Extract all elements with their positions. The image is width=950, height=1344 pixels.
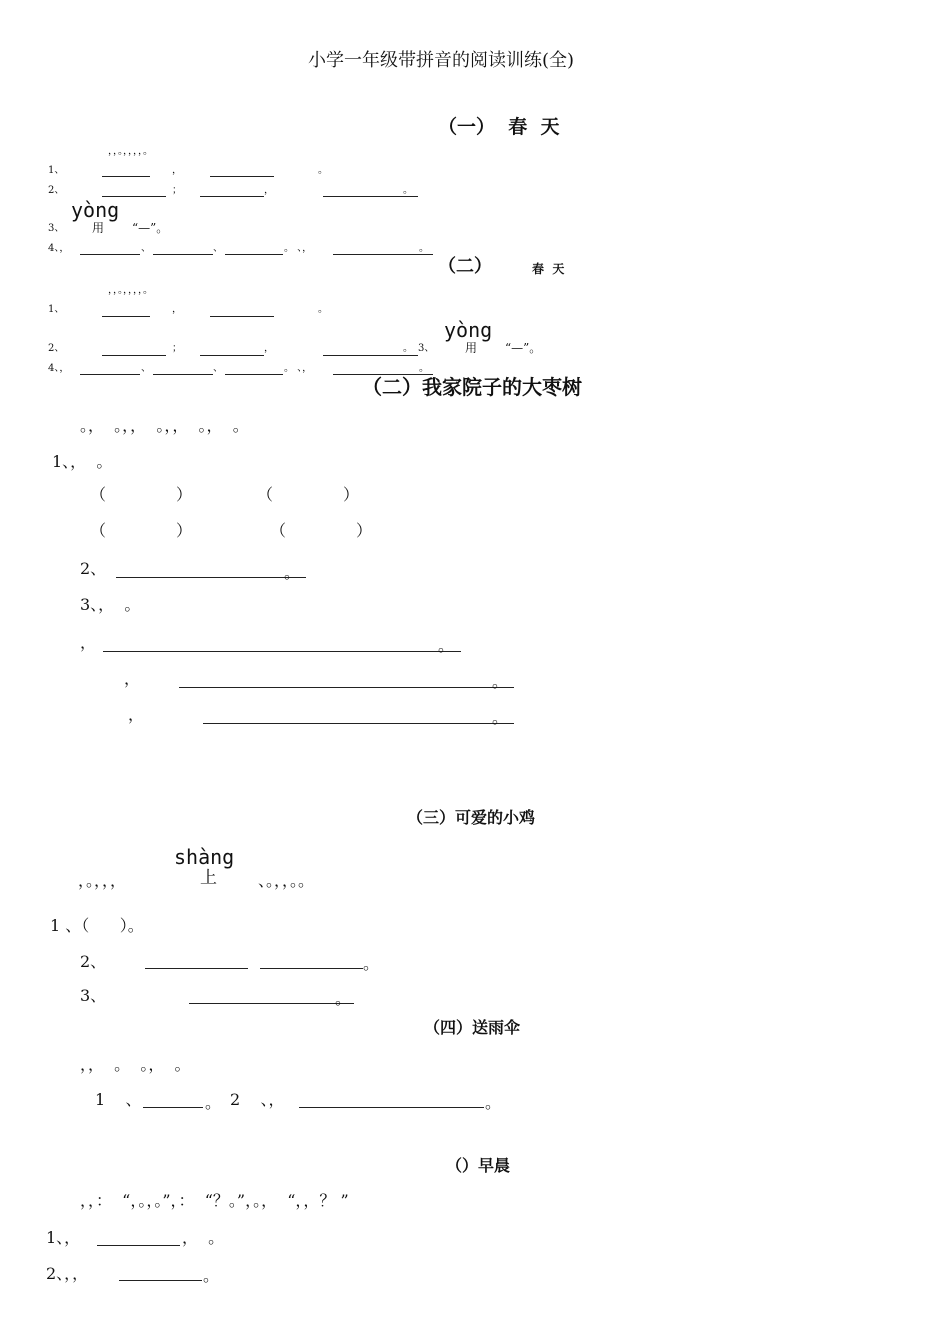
s1-q4-sep-3: 。 、， bbox=[284, 243, 313, 254]
s5-q1-end: 。 bbox=[205, 1093, 222, 1112]
s6-q1-end: ， 。 bbox=[182, 1228, 225, 1247]
s1-q2-blank-1[interactable] bbox=[102, 196, 166, 197]
s6-q2-end: 。 bbox=[203, 1266, 220, 1285]
section-3-text: 。， 。，， 。，， 。， 。 bbox=[80, 416, 249, 435]
s4-q2-blank-1[interactable] bbox=[145, 968, 248, 969]
s1-q4-blank-2[interactable] bbox=[153, 254, 213, 255]
s1-q1-blank-2[interactable] bbox=[210, 176, 274, 177]
s4-q2-end: 。 bbox=[363, 954, 380, 973]
s2-q4-blank-1[interactable] bbox=[80, 374, 140, 375]
s1-q4-blank-4[interactable] bbox=[333, 254, 433, 255]
s5-q2-end: 。 bbox=[485, 1093, 502, 1112]
s1-q4-number: 4、， bbox=[48, 243, 70, 254]
s2-q4-number: 4、， bbox=[48, 363, 70, 374]
s3-paren-close-4: ） bbox=[356, 521, 373, 540]
section-3-heading: （二）我家院子的大枣树 bbox=[362, 375, 582, 399]
s1-q3-char: 用 bbox=[92, 221, 105, 235]
s6-q1-number: 1、， bbox=[46, 1228, 81, 1247]
s1-q2-comma: ， bbox=[264, 185, 274, 196]
s1-q2-number: 2、 bbox=[48, 185, 65, 196]
s6-q2-blank[interactable] bbox=[119, 1280, 202, 1281]
s1-q2-blank-3[interactable] bbox=[323, 196, 418, 197]
s3-line3-blank[interactable] bbox=[203, 723, 514, 724]
s2-q3-text: “—”。 bbox=[505, 341, 542, 355]
s1-q3-text: “—”。 bbox=[132, 221, 169, 235]
s4-q3-blank[interactable] bbox=[189, 1003, 354, 1004]
s2-q2-blank-2[interactable] bbox=[200, 355, 264, 356]
s1-q3-number: 3、 bbox=[48, 223, 65, 234]
s1-q1-number: 1、 bbox=[48, 165, 65, 176]
s3-paren-close-2: ） bbox=[343, 485, 360, 504]
section-2-heading-number: （二） bbox=[438, 256, 492, 277]
s2-q2-semicolon: ； bbox=[172, 343, 182, 354]
s3-line3-comma: ， bbox=[128, 705, 145, 724]
s6-q2-number: 2、，， bbox=[46, 1264, 89, 1283]
section-4-heading: （三）可爱的小鸡 bbox=[407, 808, 536, 827]
s3-line1-comma: ， bbox=[80, 633, 97, 652]
s3-paren-open-4: （ bbox=[270, 521, 287, 540]
s4-text-a: ，。，，， bbox=[78, 871, 127, 890]
s3-line1-blank[interactable] bbox=[103, 651, 461, 652]
s1-q2-semicolon: ； bbox=[172, 185, 182, 196]
s1-q1-comma: ， bbox=[172, 165, 182, 176]
s3-paren-open-2: （ bbox=[257, 485, 274, 504]
s5-q2-number: 2 、， bbox=[230, 1090, 285, 1109]
s2-q1-blank-1[interactable] bbox=[102, 316, 150, 317]
s1-q1-end: 。 bbox=[318, 165, 328, 176]
s2-q3-number: 3、 bbox=[418, 343, 435, 354]
s3-line2-end: 。 bbox=[492, 672, 509, 691]
s3-q3: 3、， 。 bbox=[80, 595, 141, 614]
s1-q2-blank-2[interactable] bbox=[200, 196, 264, 197]
s3-line1-end: 。 bbox=[438, 636, 455, 655]
s2-q2-end: 。 bbox=[403, 343, 413, 354]
s2-q2-blank-3[interactable] bbox=[323, 355, 418, 356]
s2-q3-char: 用 bbox=[465, 341, 478, 355]
s5-q1-blank[interactable] bbox=[143, 1107, 203, 1108]
s2-q2-number: 2、 bbox=[48, 343, 65, 354]
s4-q2-blank-2[interactable] bbox=[260, 968, 363, 969]
section-6-heading: （）早晨 bbox=[446, 1156, 511, 1175]
s3-q1: 1、， 。 bbox=[52, 452, 113, 471]
s2-q1-number: 1、 bbox=[48, 304, 65, 315]
s4-q3-end: 。 bbox=[335, 989, 352, 1008]
s3-paren-close-3: ） bbox=[176, 521, 193, 540]
s3-q2-blank[interactable] bbox=[116, 577, 306, 578]
section-5-text: ，， 。 。， 。 bbox=[80, 1055, 191, 1074]
section-1-text: ，，。，，，，。 bbox=[108, 146, 153, 157]
s1-q2-end: 。 bbox=[403, 185, 413, 196]
s4-text-b: 、。，，。。 bbox=[258, 871, 315, 890]
s5-q2-blank[interactable] bbox=[299, 1107, 484, 1108]
s3-paren-open-1: （ bbox=[90, 485, 107, 504]
page-title: 小学一年级带拼音的阅读训练(全) bbox=[308, 50, 575, 71]
s2-q4-end: 。 bbox=[419, 363, 429, 374]
s2-pinyin: yòng bbox=[444, 318, 493, 342]
s5-q1-number: 1 、 bbox=[95, 1090, 142, 1109]
s4-char: 上 bbox=[200, 868, 217, 888]
s1-q1-blank-1[interactable] bbox=[102, 176, 150, 177]
section-2-heading-title: 春 天 bbox=[532, 262, 565, 276]
s2-q1-end: 。 bbox=[318, 304, 328, 315]
s4-q3-number: 3、 bbox=[80, 986, 107, 1005]
s1-q4-blank-1[interactable] bbox=[80, 254, 140, 255]
s2-q4-blank-3[interactable] bbox=[225, 374, 283, 375]
s2-q2-comma: ， bbox=[264, 343, 274, 354]
section-5-heading: （四）送雨伞 bbox=[424, 1018, 521, 1037]
s2-q1-blank-2[interactable] bbox=[210, 316, 274, 317]
section-1-heading: （一） 春 天 bbox=[438, 116, 560, 138]
s4-pinyin: shàng bbox=[174, 845, 235, 869]
s1-q4-blank-3[interactable] bbox=[225, 254, 283, 255]
s3-paren-close-1: ） bbox=[176, 485, 193, 504]
section-2-text: ，，。，，，，。 bbox=[108, 285, 153, 296]
s3-line2-comma: ， bbox=[124, 669, 141, 688]
s4-q1: 1 、（ ）。 bbox=[50, 916, 144, 935]
s2-q1-comma: ， bbox=[172, 304, 182, 315]
section-6-text: ，，： “，。，。”，： “？。”，。， “，，？ ” bbox=[80, 1191, 349, 1210]
s1-pinyin: yòng bbox=[71, 198, 120, 222]
s4-q2-number: 2、 bbox=[80, 952, 107, 971]
s3-q2-end: 。 bbox=[284, 563, 301, 582]
s3-line2-blank[interactable] bbox=[179, 687, 514, 688]
s3-line3-end: 。 bbox=[492, 708, 509, 727]
s1-q4-sep-2: 、 bbox=[213, 243, 223, 254]
s2-q4-blank-2[interactable] bbox=[153, 374, 213, 375]
s2-q4-sep-1: 、 bbox=[141, 363, 151, 374]
s2-q4-sep-2: 、 bbox=[213, 363, 223, 374]
s2-q4-sep-3: 。 、， bbox=[284, 363, 313, 374]
s6-q1-blank[interactable] bbox=[97, 1245, 180, 1246]
s1-q4-end: 。 bbox=[419, 243, 429, 254]
s3-q2-number: 2、 bbox=[80, 559, 107, 578]
s2-q2-blank-1[interactable] bbox=[102, 355, 166, 356]
s3-paren-open-3: （ bbox=[90, 521, 107, 540]
s1-q4-sep-1: 、 bbox=[141, 243, 151, 254]
